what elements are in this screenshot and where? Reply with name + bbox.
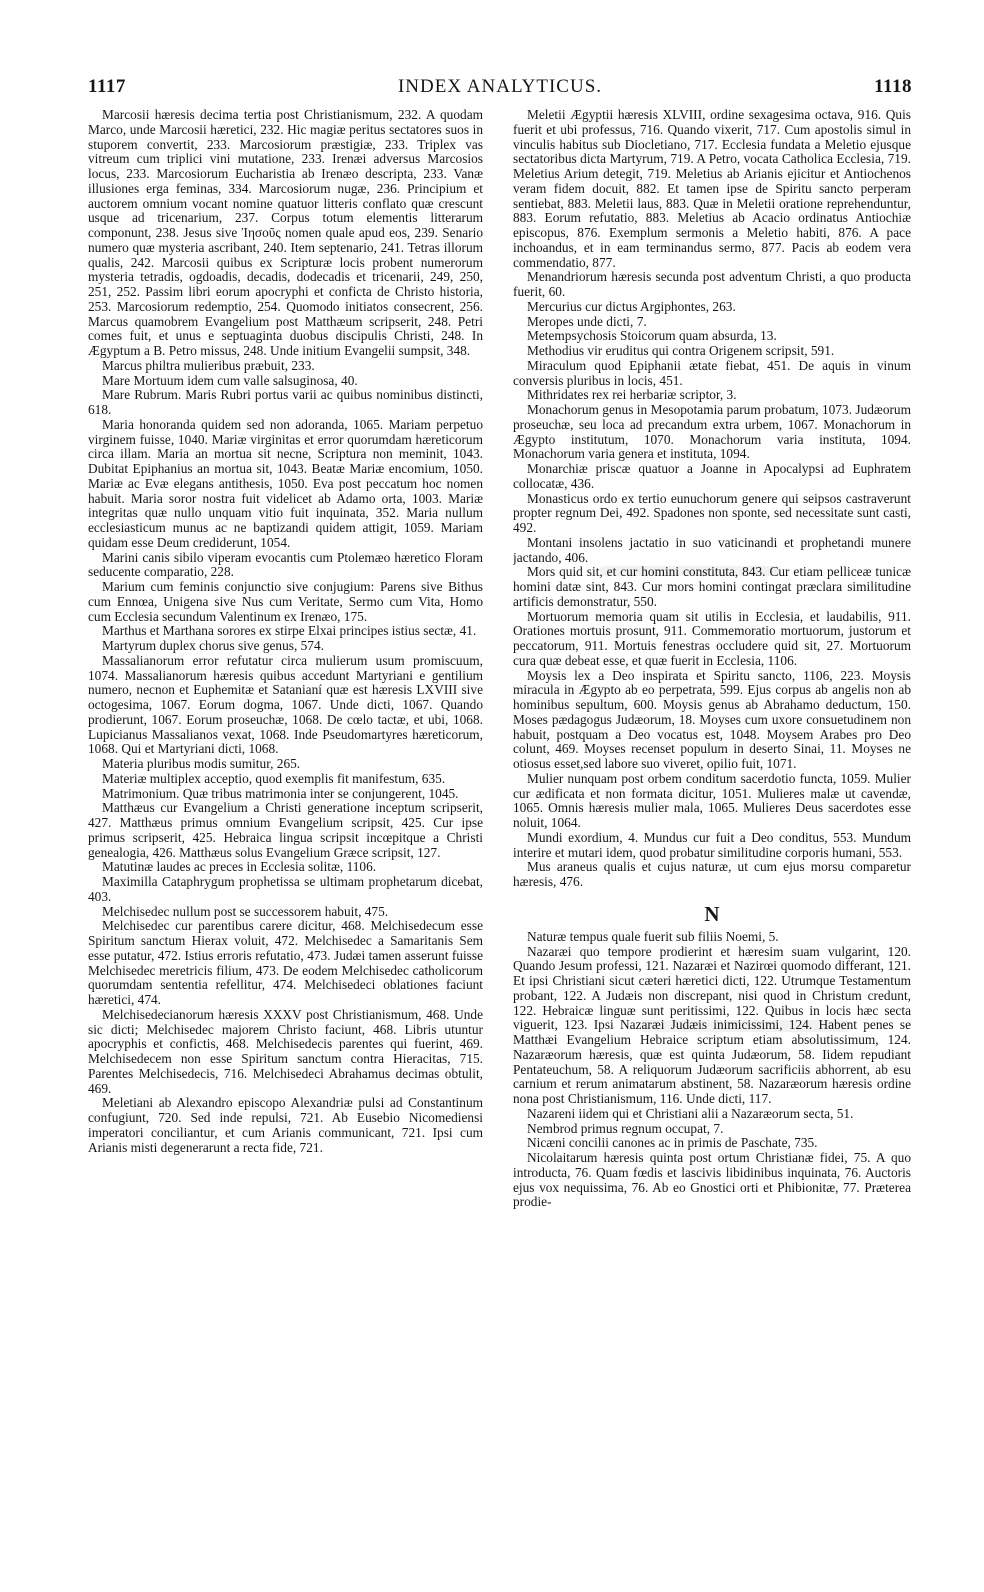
index-entry: Marium cum feminis conjunctio sive conjugium: Parens sive Bithus cum Ennœa, Unigena sive Nus cum Veritate, Sermo cum Vita, Homo cum Ecclesia secundum Valentinum ex Irenæo, 175. — [88, 579, 483, 624]
index-entry: Massalianorum error refutatur circa mulierum usum promiscuum, 1074. Massalianorum hæresis quibus accedunt Martyriani e gentilium numero, necnon et Euphemitæ et Satanianí quæ est hæresis LXVIII sive octogesima, 1067. Eorum dogma, 1067. Unde dicti, 1067. Quando prodierunt, 1067. Eorum proseuchæ, 1068. De cœlo tactæ, et ubi, 1068. Lupicianus Massalianos vexat, 1068. Inde Pseudomartyres hæreticorum, 1068. Qui et Martyriani dicti, 1068. — [88, 652, 483, 757]
index-entry: Monachorum genus in Mesopotamia parum probatum, 1073. Judæorum proseuchæ, seu loca ad precandum extra urbem, 1067. Monachorum in Ægypto institutum, 1070. Monachorum varia instituta, 1094. Monachorum varia genera et instituta, 1094. — [513, 402, 911, 462]
index-entry: Mare Rubrum. Maris Rubri portus varii ac quibus nominibus distincti, 618. — [88, 387, 483, 417]
index-entry: Melchisedec cur parentibus carere dicitur, 468. Melchisedecum esse Spiritum sanctum Hierax voluit, 472. Melchisedec a Samaritanis Sem esse putatur, 472. Istius erroris refutatio, 473. Judæi tamen asserunt fuisse Melchisedec meretricis filium, 473. De eodem Melchisedec catholicorum quorumdam sententia refellitur, 474. Melchisedeci oblationes faciunt hæretici, 474. — [88, 918, 483, 1007]
index-entry: Montani insolens jactatio in suo vaticinandi et prophetandi munere jactando, 406. — [513, 534, 911, 565]
index-entry: Nembrod primus regnum occupat, 7. — [527, 1120, 724, 1136]
index-entry: Meletii Ægyptii hæresis XLVIII, ordine sexagesima octava, 916. Quis fuerit et ubi professus, 716. Quando vixerit, 717. Cum apostolis simul in vinculis habitus sub Diocletiano, 717. Ecclesia fundata a Meletio ejusque sectatoribus dicta Martyrum, 719. A Petro, vocata Catholica Ecclesia, 719. Meletius Arium detegit, 719. Meletius ab Arianis ejicitur et Antiochenos veram fidem docuit, 882. Et tamen ipse de Spiritu sancto perperam sentiebat, 883. Meletii laus, 883. Quæ in Meletii oratione reprehenduntur, 883. Eorum refutatio, 883. Meletius ab Acacio ordinatus Antiochiæ episcopus, 876. Exemplum sermonis a Meletio habiti, 876. A pace inchoandus, et in eam terminandus sermo, 877. Pacis ab eodem vera commendatio, 877. — [513, 108, 911, 270]
index-entry: Monarchiæ priscæ quatuor a Joanne in Apocalypsi ad Euphratem collocatæ, 436. — [513, 461, 911, 491]
index-entry: Matthæus cur Evangelium a Christi generatione inceptum scripserit, 427. Matthæus primus omnium Evangelium scripsit, 425. Cur ipse primus scripserit, 425. Hebraica lingua scripsit incœpitque a Christi genealogia, 426. Matthæus solus Evangelium Græce scripsit, 127. — [88, 800, 483, 860]
index-entry: Monasticus ordo ex tertio eunuchorum genere qui seipsos castraverunt propter regnum Dei, 492. Spadones non sponte, sed necessitate sunt casti, 492. — [513, 490, 911, 535]
index-entry: Marthus et Marthana sorores ex stirpe Elxai principes istius sectæ, 41. — [102, 623, 477, 639]
index-entry: Nazareni iidem qui et Christiani alii a Nazaræorum secta, 51. — [527, 1105, 854, 1121]
page-number-right: 1118 — [874, 76, 912, 97]
index-entry: Matrimonium. Quæ tribus matrimonia inter se conjungerent, 1045. — [102, 785, 459, 801]
running-title: INDEX ANALYTICUS. — [397, 76, 603, 97]
index-entry: Menandriorum hæresis secunda post adventum Christi, a quo producta fuerit, 60. — [513, 269, 911, 299]
index-entry: Marcus philtra mulieribus præbuit, 233. — [102, 357, 315, 373]
index-entry: Materia pluribus modis sumitur, 265. — [102, 756, 301, 771]
index-entry: Meletiani ab Alexandro episcopo Alexandriæ pulsi ad Constantinum confugiunt, 720. Sed inde repulsi, 721. Ab Eusebio Nicomediensi imperatori conciliantur, et cum Arianis communicant, 721. Ipsi cum Arianis misti degenerarunt a recta fide, 721. — [88, 1095, 483, 1155]
index-entry: Naturæ tempus quale fuerit sub filiis Noemi, 5. — [527, 928, 779, 944]
index-entry: Mus araneus qualis et cujus naturæ, ut cum ejus morsu comparetur hæresis, 476. — [513, 859, 911, 889]
index-entry: Marcosii hæresis decima tertia post Christianismum, 232. A quodam Marco, unde Marcosii hæretici, 232. Hic magiæ peritus sectatores suos in stuporem convertit, 233. Marcosiorum præstigiæ, 233. Triplex vas vitreum cum triplici vini mutatione, 233. Irenæi adversus Marcosios locus, 233. Marcosiorum Eucharistia ab Irenæo descripta, 233. Vanæ illusiones erga feminas, 334. Marcosiorum nugæ, 236. Principium et auctorem omnium vocant nomine quatuor litteris conflato quæ crescunt usque ad tricenarium, 237. Corpus totum elementis litterarum componunt, 238. Jesus sive Ἰησοῦς nomen quale apud eos, 239. Senario numero quæ mysteria ascribant, 240. Item septenario, 241. Tetras illorum qualis, 242. Marcosii quibus ex Scripturæ locis probent numerorum mysteria tetradis, ogdoadis, decadis, dodecadis et tricenarii, 249, 250, 251, 252. Passim libri eorum apocryphi et conficta de Christo historia, 253. Marcosiorum redemptio, 254. Quomodo initiatos consecrent, 256. Marcus quamobrem Evangelium post Matthæum scripserit, 248. Petri comes fuit, et unus e septuaginta duobus discipulis Christi, 248. In Ægyptum a B. Petro missus, 248. Unde initium Evangelii sumpsit, 348. — [88, 108, 483, 358]
index-entry: Mithridates rex rei herbariæ scriptor, 3. — [527, 387, 737, 403]
index-entry: Melchisedec nullum post se successorem habuit, 475. — [102, 903, 389, 919]
page-header — [88, 76, 912, 106]
index-entry: Mors quid sit, et cur homini constituta, 843. Cur etiam pelliceæ tunicæ homini datæ sint, 843. Cur mors homini contingat præclara similitudine artificis demonstratur, 550. — [513, 564, 911, 609]
index-entry: Meropes unde dicti, 7. — [527, 313, 647, 329]
index-entry: Mundi exordium, 4. Mundus cur fuit a Deo conditus, 553. Mundum interire et mutari idem, quod probatur similitudine corporis humani, 553. — [513, 829, 911, 860]
left-column — [88, 108, 483, 1560]
index-entry: Mulier nunquam post orbem conditum sacerdotio functa, 1059. Mulier cur ædificata et non formata dicitur, 1051. Mulieres malæ ut cavendæ, 1065. Omnis hæresis mulier mala, 1065. Mulieres Deus sacerdotes esse noluit, 1064. — [513, 770, 911, 830]
index-entry: Melchisedecianorum hæresis XXXV post Christianismum, 468. Unde sic dicti; Melchisedec majorem Christo faciunt, 468. Libris utuntur apocryphis et confictis, 468. Melchisedecis parentes qui fuerint, 469. Melchisedecem non esse Spiritum sanctum contra Hieracitas, 715. Parentes Melchisedecis, 716. Melchisedeci Abrahamus decimas obtulit, 469. — [88, 1006, 483, 1096]
index-entry: Nicæni concilii canones ac in primis de Paschate, 735. — [527, 1135, 818, 1151]
right-column — [513, 108, 911, 1560]
index-entry: Materiæ multiplex acceptio, quod exemplis fit manifestum, 635. — [102, 770, 446, 786]
index-entry: Marini canis sibilo viperam evocantis cum Ptolemæo hæretico Floram seducente comparatio, 228. — [88, 549, 483, 580]
index-entry: Mortuorum memoria quam sit utilis in Ecclesia, et laudabilis, 911. Orationes mortuis prosunt, 911. Commemoratio mortuorum, justorum et peccatorum, 911. Mortuis fenestras occludere quid sit, 27. Mortuorum cura quæ debeat esse, et quæ fuerit in Ecclesia, 1106. — [513, 608, 911, 668]
index-entry: Matutinæ laudes ac preces in Ecclesia solitæ, 1106. — [102, 859, 377, 875]
index-entry: Mercurius cur dictus Argiphontes, 263. — [527, 298, 736, 314]
index-entry: Metempsychosis Stoicorum quam absurda, 13. — [527, 328, 777, 344]
index-entry: Maximilla Cataphrygum prophetissa se ultimam prophetarum dicebat, 403. — [88, 874, 483, 904]
index-entry: Moysis lex a Deo inspirata et Spiritu sancto, 1106, 223. Moysis miracula in Ægypto ab eo perpetrata, 599. Ejus corpus ab angelis non ab hominibus sepultum, 600. Moysis genus ab Abrahamo deductum, 150. Moses pædagogus Judæorum, 18. Moyses cum uxore consuetudinem non habuit, postquam a Deo vocatus est, 1048. Moysem Arabes pro Deo colunt, 469. Moyses recenset populum in deserto Sinai, 11. Moyses ne otiosus esset,sed labore suo viveret, opilio fuit, 1071. — [513, 667, 911, 771]
section-letter-heading: N — [704, 901, 720, 926]
index-entry: Miraculum quod Epiphanii ætate fiebat, 451. De aquis in vinum conversis pluribus in locis, 451. — [513, 357, 911, 388]
index-entry: Martyrum duplex chorus sive genus, 574. — [102, 638, 324, 653]
index-entry: Nazaræi quo tempore prodierint et hæresim suam vulgarint, 120. Quando Jesum professi, 121. Nazaræi et Nazirœi quomodo differant, 121. Et ipsi Christiani sicut cæteri hæretici dicti, 122. Utrumque Testamentum probant, 122. A Judæis non discrepant, nisi quod in Christum credunt, 122. Hebraicæ linguæ sunt peritissimi, 122. Quibus in locis hæc secta viguerit, 123. Ipsi Nazaræi Judæis inimicissimi, 124. Habent penes se Matthæi Evangelium Hebraice scriptum etiam absolutissimum, 124. Nazaræorum hæresis, quæ est quinta Judæorum, 58. Iidem repudiant Pentateuchum, 58. A reliquorum Judæorum sacrificiis abhorrent, ab esu carnium et rerum animatarum abstinent, 58. Nazaræorum hæresis ordine nona post Christianismum, 116. Unde dicti, 117. — [513, 943, 911, 1106]
index-entry: Methodius vir eruditus qui contra Origenem scripsit, 591. — [527, 343, 835, 358]
index-entry: Nicolaitarum hæresis quinta post ortum Christianæ fidei, 75. A quo introducta, 76. Quam fœdis et lascivis libidinibus inquinata, 76. Auctoris ejus vox nequissima, 76. Ab eo Gnostici orti et Phibionitæ, 77. Præterea prodie- — [513, 1150, 911, 1210]
index-entry: Maria honoranda quidem sed non adoranda, 1065. Mariam perpetuo virginem fuisse, 1040. Mariæ virginitas et error quorumdam hæreticorum circa illam. Maria an mortua sit necne, Scriptura non meminit, 1043. Dubitat Epiphanius an mortua sit, 1043. Beatæ Mariæ encomium, 1050. Mariæ ac Evæ elegans antithesis, 1050. Eva post peccatum hoc nomen habuit. Maria soror nostra fuit videlicet ab Adamo orta, 1003. Mariæ integritas quæ nullo unquam vitio fuit inquinata, 352. Maria nullum ecclesiasticum munus ac ne baptizandi quidem attigit, 1059. Mariam quidam esse Deum crediderunt, 1054. — [88, 416, 483, 550]
index-entry: Mare Mortuum idem cum valle salsuginosa, 40. — [102, 372, 358, 388]
page-number-left: 1117 — [88, 76, 126, 97]
